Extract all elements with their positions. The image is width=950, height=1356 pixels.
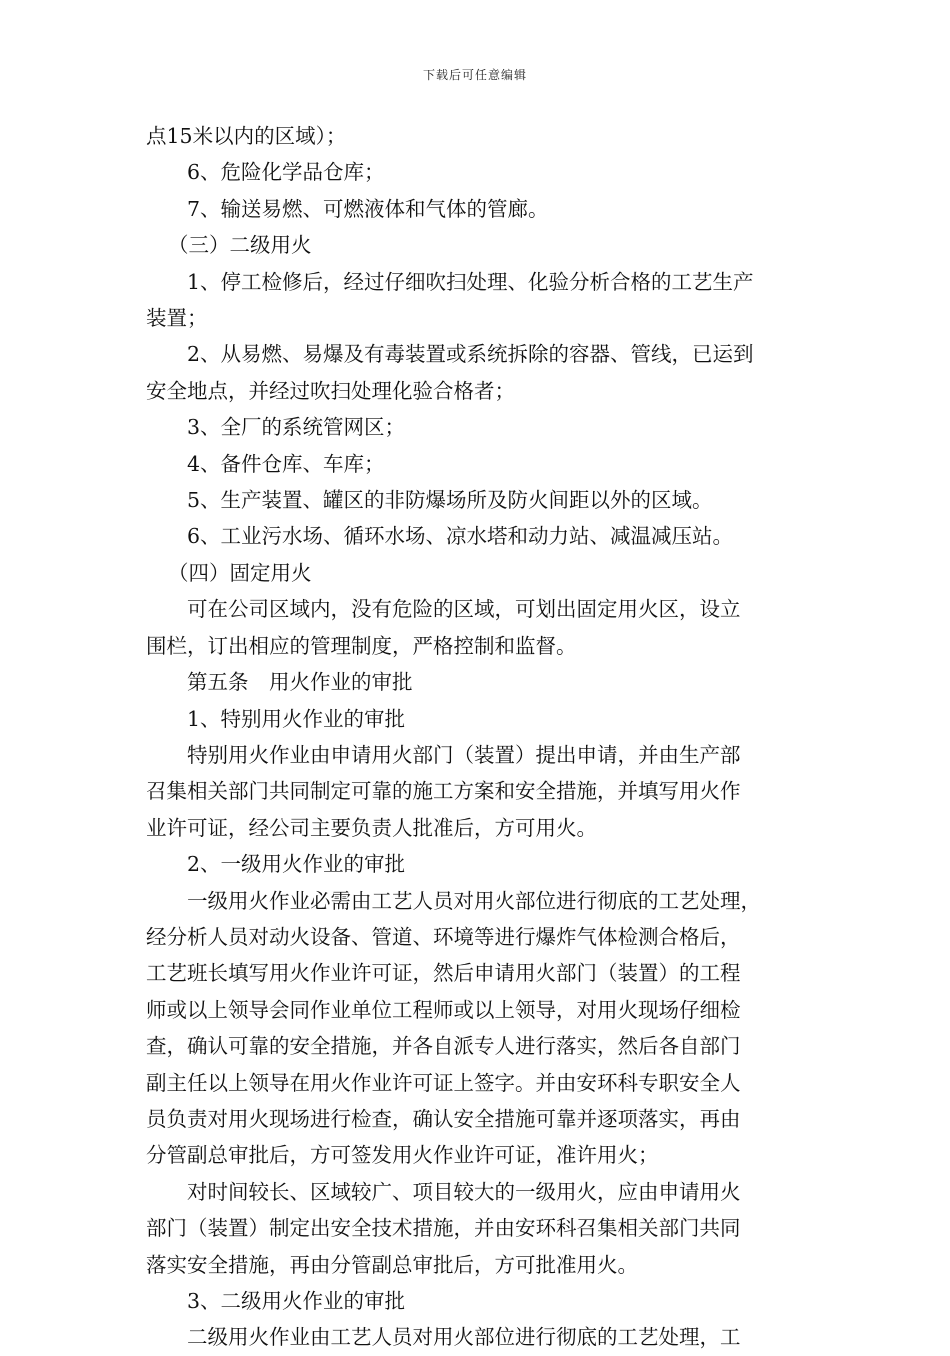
text-line: 5、生产装置、罐区的非防爆场所及防火间距以外的区域。 xyxy=(187,488,713,513)
document-body xyxy=(146,118,811,1356)
page-header: 下载后可任意编辑 xyxy=(422,68,527,82)
text-line: 业许可证，经公司主要负责人批准后，方可用火。 xyxy=(146,815,597,840)
text-line: 1、特别用火作业的审批 xyxy=(187,706,406,731)
text-line: 师或以上领导会同作业单位工程师或以上领导，对用火现场仔细检 xyxy=(146,997,741,1022)
text-line: 分管副总审批后，方可签发用火作业许可证，准许用火； xyxy=(146,1143,659,1168)
text-line: 3、二级用火作业的审批 xyxy=(187,1289,406,1313)
text-line: 副主任以上领导在用火作业许可证上签字。并由安环科专职安全人 xyxy=(146,1070,741,1095)
text-line: （四）固定用火 xyxy=(168,560,312,585)
text-line: 2、一级用火作业的审批 xyxy=(187,852,406,877)
text-line: 1、停工检修后，经过仔细吹扫处理、化验分析合格的工艺生产 xyxy=(187,269,754,294)
text-line: 3、全厂的系统管网区； xyxy=(187,415,406,440)
text-line: 6、工业污水场、循环水场、凉水塔和动力站、减温减压站。 xyxy=(187,524,734,549)
text-line: 6、危险化学品仓库； xyxy=(187,160,385,185)
text-line: 可在公司区域内，没有危险的区域，可划出固定用火区，设立 xyxy=(187,597,741,622)
text-line: 员负责对用火现场进行检查，确认安全措施可靠并逐项落实，再由 xyxy=(146,1106,741,1131)
text-line: 二级用火作业由工艺人员对用火部位进行彻底的工艺处理，工 xyxy=(187,1325,741,1350)
text-line: 部门（装置）制定出安全技术措施，并由安环科召集相关部门共同 xyxy=(146,1216,741,1241)
text-line: 点15米以内的区域）； xyxy=(146,124,347,148)
text-line: 安全地点，并经过吹扫处理化验合格者； xyxy=(146,378,515,403)
text-line: 工艺班长填写用火作业许可证，然后申请用火部门（装置）的工程 xyxy=(146,961,741,986)
text-line: 2、从易燃、易爆及有毒装置或系统拆除的容器、管线，已运到 xyxy=(187,342,754,367)
text-line: （三）二级用火 xyxy=(168,233,312,258)
text-line: 4、备件仓库、车库； xyxy=(187,451,385,476)
text-line: 7、输送易燃、可燃液体和气体的管廊。 xyxy=(187,196,549,221)
text-line: 落实安全措施，再由分管副总审批后，方可批准用火。 xyxy=(146,1252,638,1277)
text-line: 经分析人员对动火设备、管道、环境等进行爆炸气体检测合格后， xyxy=(146,924,741,949)
text-line: 对时间较长、区域较广、项目较大的一级用火，应由申请用火 xyxy=(187,1179,741,1204)
text-line: 特别用火作业由申请用火部门（装置）提出申请，并由生产部 xyxy=(187,742,741,767)
text-line: 召集相关部门共同制定可靠的施工方案和安全措施，并填写用火作 xyxy=(146,779,741,804)
text-line: 第五条 用火作业的审批 xyxy=(187,670,413,695)
text-line: 装置； xyxy=(146,306,208,331)
text-line: 围栏，订出相应的管理制度，严格控制和监督。 xyxy=(146,633,577,658)
text-line: 查，确认可靠的安全措施，并各自派专人进行落实，然后各自部门 xyxy=(146,1034,741,1059)
text-line: 一级用火作业必需由工艺人员对用火部位进行彻底的工艺处理， xyxy=(187,888,761,913)
